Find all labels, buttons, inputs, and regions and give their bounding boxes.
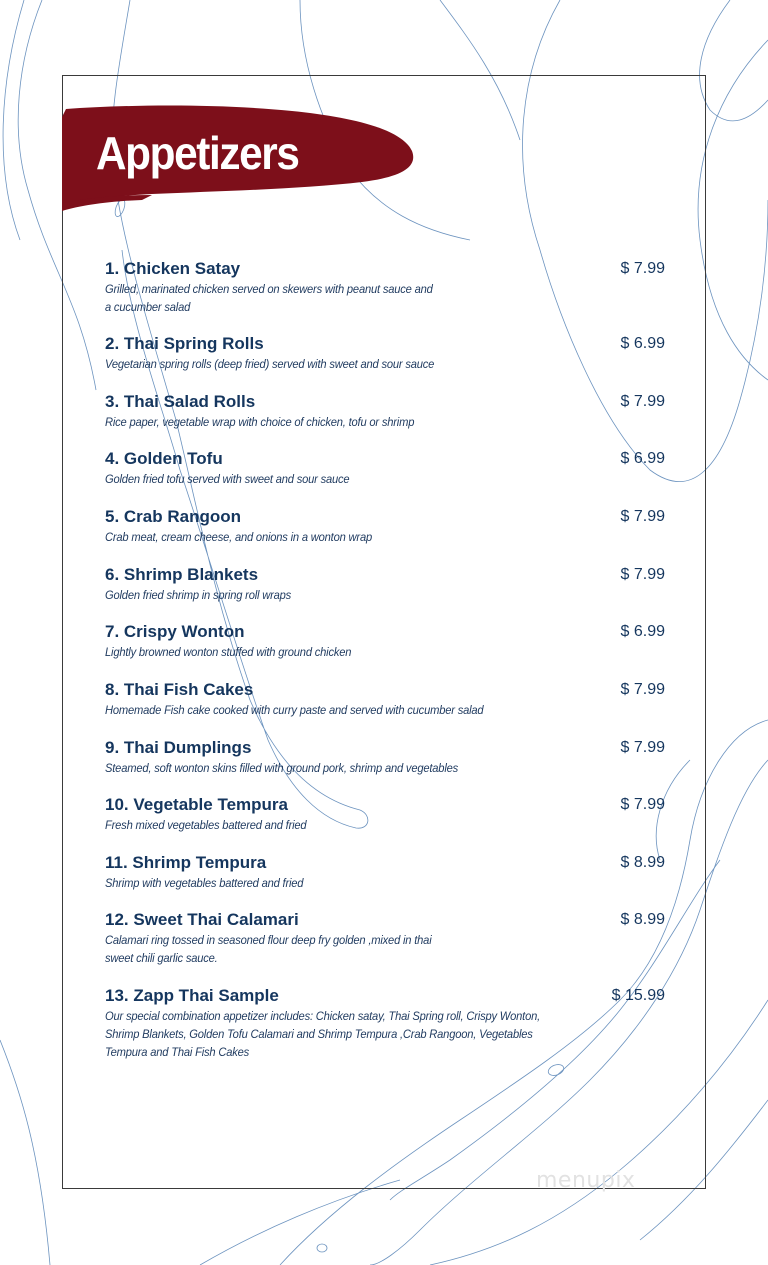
item-description-line: sweet chili garlic sauce. [105,951,218,965]
item-description [105,413,570,431]
item-price: $ 7.99 [620,796,665,813]
item-description-line: Grilled, marinated chicken served on skewers with peanut sauce and [105,282,433,296]
item-description-line: Shrimp Blankets, Golden Tofu Calamari and Shrimp Tempura ,Crab Rangoon, Vegetables [105,1027,533,1041]
item-price: $ 7.99 [620,566,665,583]
item-description-line: Crab meat, cream cheese, and onions in a wonton wrap [105,530,373,544]
item-price: $ 6.99 [620,623,665,640]
item-name: 3. Thai Salad Rolls [105,392,256,411]
item-price: $ 7.99 [620,260,665,277]
title-banner [62,103,417,213]
menu-item [105,564,665,604]
item-name: 11. Shrimp Tempura [105,853,267,872]
item-description [105,470,570,488]
menu-item [105,391,665,431]
item-price: $ 6.99 [620,450,665,467]
menu-item [105,506,665,546]
item-description [105,759,570,777]
item-name: 1. Chicken Satay [105,259,241,278]
item-name: 4. Golden Tofu [105,449,223,468]
item-price: $ 8.99 [620,854,665,871]
menu-item [105,737,665,777]
item-description-line: Shrimp with vegetables battered and fried [105,876,304,890]
menu-item [105,909,665,967]
item-description [105,355,570,373]
item-description [105,643,570,661]
menu-item [105,679,665,719]
item-description [105,1007,570,1061]
item-name: 8. Thai Fish Cakes [105,680,254,699]
item-description-line: Steamed, soft wonton skins filled with ground pork, shrimp and vegetables [105,761,459,775]
item-price: $ 8.99 [620,911,665,928]
item-description [105,874,570,892]
item-description [105,931,570,967]
item-name: 2. Thai Spring Rolls [105,334,264,353]
item-description [105,816,570,834]
item-name: 10. Vegetable Tempura [105,795,288,814]
item-description-line: Vegetarian spring rolls (deep fried) served with sweet and sour sauce [105,357,435,371]
item-price: $ 7.99 [620,681,665,698]
item-description-line: Golden fried tofu served with sweet and sour sauce [105,472,350,486]
item-name: 7. Crispy Wonton [105,622,245,641]
watermark-text: menupix [536,1168,636,1193]
item-description-line: Rice paper, vegetable wrap with choice of chicken, tofu or shrimp [105,415,415,429]
menu-item [105,794,665,834]
item-description [105,701,570,719]
item-description-line: Fresh mixed vegetables battered and fried [105,818,307,832]
item-description-line: Lightly browned wonton stuffed with ground chicken [105,645,352,659]
item-description-line: Homemade Fish cake cooked with curry paste and served with cucumber salad [105,703,484,717]
item-name: 9. Thai Dumplings [105,738,252,757]
menu-item [105,852,665,892]
item-price: $ 7.99 [620,508,665,525]
item-description [105,528,570,546]
item-description-line: a cucumber salad [105,300,191,314]
menu-item [105,448,665,488]
item-description-line: Golden fried shrimp in spring roll wraps [105,588,292,602]
page-title: Appetizers [96,127,299,179]
item-name: 5. Crab Rangoon [105,507,242,526]
item-description-line: Tempura and Thai Fish Cakes [105,1045,250,1059]
item-description [105,280,570,316]
menu-item [105,258,665,316]
item-name: 6. Shrimp Blankets [105,565,259,584]
item-description-line: Our special combination appetizer includes: Chicken satay, Thai Spring roll, Crispy Wonton, [105,1009,541,1023]
item-price: $ 7.99 [620,739,665,756]
item-name: 13. Zapp Thai Sample [105,986,279,1005]
item-description [105,586,570,604]
item-price: $ 7.99 [620,393,665,410]
menu-item [105,333,665,373]
item-description-line: Calamari ring tossed in seasoned flour deep fry golden ,mixed in thai [105,933,432,947]
item-name: 12. Sweet Thai Calamari [105,910,299,929]
menu-item [105,985,665,1061]
item-price: $ 6.99 [620,335,665,352]
menu-item [105,621,665,661]
item-price: $ 15.99 [611,987,665,1004]
